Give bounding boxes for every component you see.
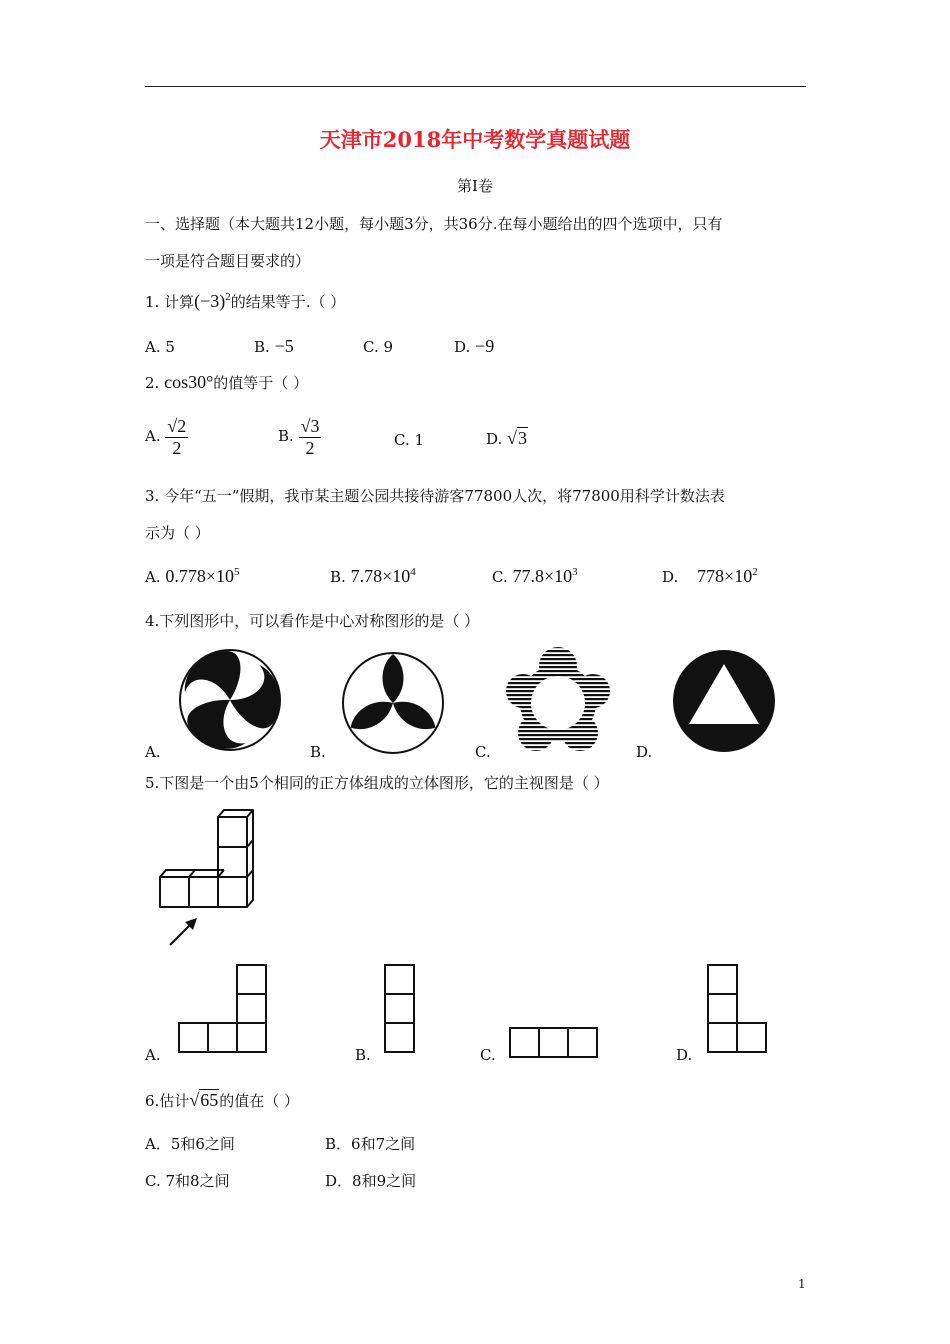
- question-5: 5.下图是一个由5个相同的正方体组成的立体图形，它的主视图是（ ）: [145, 774, 609, 792]
- q3-b-exp: 4: [410, 566, 416, 578]
- q1-option-d: [454, 336, 494, 357]
- q6-prefix: 6.估计: [145, 1092, 190, 1110]
- q6-option-a: A．5和6之间: [145, 1135, 235, 1153]
- q6-sqrt-icon: √: [189, 1090, 200, 1110]
- q2-d-label: D.: [486, 430, 503, 448]
- q5-a-label: A.: [145, 1046, 161, 1064]
- q3-a-value: [165, 566, 239, 586]
- q2-a-numerator: 2: [177, 416, 187, 436]
- q2-a-sqrt-icon: √: [167, 416, 178, 436]
- q2-option-b: [278, 416, 321, 458]
- q1-d-value: −9: [475, 336, 495, 356]
- q6-option-c: C. 7和8之间: [145, 1172, 230, 1190]
- q2-option-c: [394, 431, 424, 449]
- q5-solid-figure-icon: [150, 805, 270, 950]
- q3-option-b: [330, 566, 416, 587]
- q4-figure-a-swirl-icon: [177, 647, 283, 753]
- section-instructions-line2: 一项是符合题目要求的）: [145, 252, 311, 270]
- q5-c-label: C.: [480, 1046, 496, 1064]
- q5-b-label: B.: [355, 1046, 371, 1064]
- question-3-line2: 示为（ ）: [145, 524, 210, 542]
- q2-prefix: 2.: [145, 374, 165, 392]
- q6-sqrt: [189, 1089, 219, 1110]
- q1-option-b: [254, 336, 294, 357]
- q2-b-label: B.: [278, 427, 294, 446]
- q4-d-label: D.: [636, 743, 653, 761]
- q3-c-value: [513, 566, 578, 586]
- q4-figure-c-flower-icon: [505, 646, 611, 754]
- q1-prefix: 1. 计算: [145, 293, 195, 311]
- q4-a-label: A.: [145, 743, 161, 761]
- q3-option-d: [662, 566, 758, 587]
- q2-a-fraction: [165, 416, 188, 458]
- q3-d-label: D.: [662, 568, 679, 586]
- q3-a-base: 0.778×10: [165, 566, 235, 586]
- q3-b-value: [351, 566, 416, 586]
- section-instructions-line1: 一、选择题（本大题共12小题，每小题3分，共36分.在每小题给出的四个选项中，只有: [145, 215, 723, 233]
- page-number: 1: [798, 1277, 806, 1291]
- q1-expr-exponent: 2: [225, 291, 231, 303]
- q2-b-denominator: 2: [305, 437, 315, 458]
- q3-d-base: 778×10: [697, 566, 753, 586]
- q3-c-base: 77.8×10: [512, 566, 573, 586]
- q2-a-label: A.: [145, 427, 161, 446]
- q1-c-label: C.: [363, 338, 379, 356]
- q1-suffix: 的结果等于.（ ）: [230, 293, 346, 311]
- question-3-line1: 3. 今年“五一”假期，我市某主题公园共接待游客77800人次，将77800用科学计数法表: [145, 487, 725, 505]
- q2-b-fraction: [299, 416, 322, 458]
- q4-c-label: C.: [475, 743, 491, 761]
- q6-option-b: B．6和7之间: [325, 1135, 416, 1153]
- q5-option-d-view-icon: [706, 962, 770, 1054]
- q1-expression: [194, 291, 231, 311]
- q3-b-label: B.: [330, 568, 346, 586]
- q1-a-label: A.: [145, 338, 161, 356]
- q1-a-value: 5: [165, 338, 175, 356]
- q3-c-exp: 3: [572, 566, 578, 578]
- header-rule: [145, 86, 806, 87]
- q6-option-d: D．8和9之间: [325, 1172, 417, 1190]
- question-4: 4.下列图形中，可以看作是中心对称图形的是（ ）: [145, 612, 480, 630]
- q5-option-a-view-icon: [177, 962, 269, 1054]
- question-1: [145, 291, 345, 312]
- q3-c-label: C.: [492, 568, 508, 586]
- q1-expr-base: (−3): [194, 291, 226, 311]
- q6-radicand: 65: [200, 1090, 219, 1110]
- q1-b-value: −5: [274, 336, 294, 356]
- q5-d-label: D.: [676, 1046, 693, 1064]
- q2-option-d: [486, 428, 528, 449]
- q3-d-value: [697, 566, 758, 586]
- q1-d-label: D.: [454, 338, 471, 356]
- q6-suffix: 的值在（ ）: [219, 1092, 299, 1110]
- q3-a-label: A.: [145, 568, 161, 586]
- q3-b-base: 7.78×10: [350, 566, 411, 586]
- q1-c-value: 9: [383, 338, 394, 356]
- q2-suffix: 的值等于（ ）: [213, 374, 309, 392]
- q1-option-a: [145, 338, 175, 356]
- q2-c-label: C.: [394, 431, 410, 449]
- q4-figure-d-triangle-icon: [671, 648, 777, 754]
- q5-option-c-view-icon: [508, 1025, 600, 1059]
- q2-a-denominator: 2: [172, 437, 182, 458]
- q2-d-sqrt-icon: √: [507, 428, 517, 448]
- q2-d-sqrt: [507, 427, 528, 448]
- volume-label: 第Ⅰ卷: [457, 177, 493, 195]
- question-2: [145, 372, 308, 393]
- q1-b-label: B.: [254, 338, 270, 356]
- q4-b-label: B.: [310, 743, 326, 761]
- q2-b-numerator: 3: [310, 416, 320, 436]
- q3-option-c: [492, 566, 578, 587]
- q2-expression: cos30°: [164, 372, 214, 392]
- question-6: [145, 1090, 299, 1111]
- page-title: 天津市2018年中考数学真题试题: [319, 127, 631, 152]
- q3-option-a: [145, 566, 240, 587]
- q2-c-value: 1: [414, 431, 425, 449]
- q2-d-radicand: 3: [517, 428, 527, 448]
- q2-b-sqrt-icon: √: [300, 416, 311, 436]
- q1-option-c: [363, 338, 393, 356]
- q4-figure-b-leaves-icon: [340, 650, 446, 756]
- q5-option-b-view-icon: [383, 962, 417, 1054]
- q2-option-a: [145, 416, 188, 458]
- q3-a-exp: 5: [234, 566, 240, 578]
- q3-d-exp: 2: [752, 566, 758, 578]
